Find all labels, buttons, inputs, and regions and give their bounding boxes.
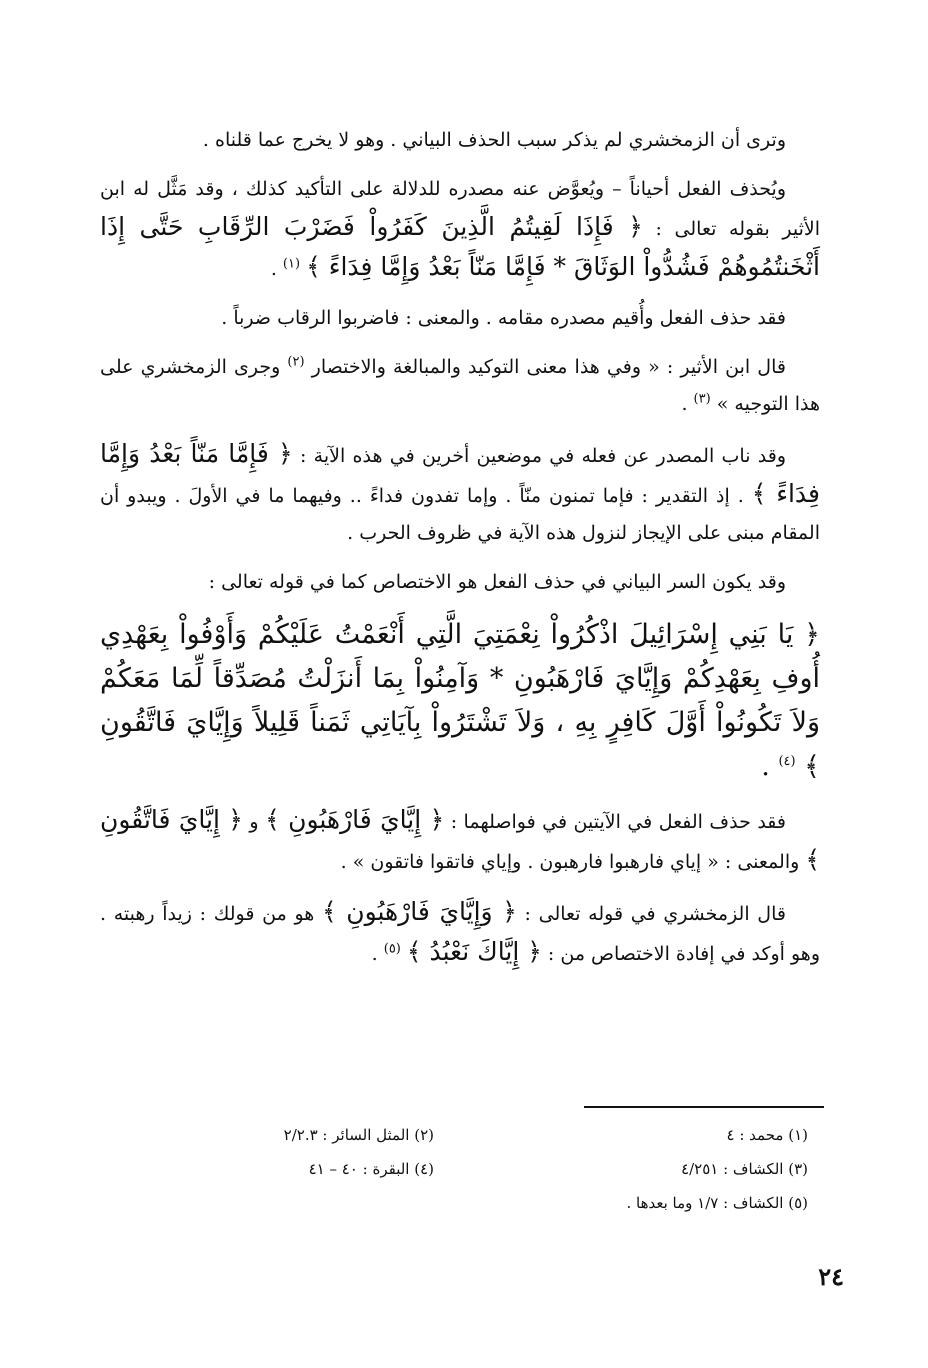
quran-verse-4b: ﴿ إِيَّايَ فَاتَّقُونِ ﴾ bbox=[100, 805, 820, 874]
sentence-end: . bbox=[681, 393, 688, 415]
paragraph-2-text: ويُحذف الفعل أحياناً – ويُعوَّض عنه مصدره للدلالة على التأكيد كذلك ، وقد مَثَّل له ابن الأثير بقوله تعالى : bbox=[100, 178, 820, 240]
paragraph-4-text-a: قال ابن الأثير : « وفي هذا معنى التوكيد والمبالغة والاختصار bbox=[311, 356, 786, 378]
paragraph-8-text-b: هو من قولك : زيداً رهبته . وهو أوكد في إفادة الاختصاص من : bbox=[100, 903, 820, 965]
footnote-ref-3: (٣) bbox=[693, 391, 711, 407]
footnote-2: (٢) المثل السائر : ٢/٢.٣ bbox=[283, 1126, 434, 1144]
footnote-ref-5: (٥) bbox=[383, 941, 401, 957]
quran-verse-3: ﴿ يَا بَنِي إِسْرَائِيلَ اذْكُرُواْ نِعْمَتِيَ الَّتِي أَنْعَمْتُ عَلَيْكُمْ وَأَوْفُواْ بِعَهْدِي أُوفِ بِعَهْدِكُمْ وَإِيَّايَ فَارْهَبُونِ * وَآمِنُواْ بِمَا أَنزَلْتُ مُصَدِّقاً لِّمَا مَعَكُمْ وَلاَ تَكُونُواْ أَوَّلَ كَافِرٍ بِهِ ، وَلاَ تَشْتَرُواْ بِآيَاتِي ثَمَناً قَلِيلاً وَإِيَّايَ فَاتَّقُونِ ﴾ bbox=[100, 619, 820, 782]
paragraph-4-text-b: وجرى الزمخشري على هذا التوجيه » bbox=[100, 356, 820, 415]
quran-verse-2: ﴿ فَإِمَّا مَنّاً بَعْدُ وَإِمَّا فِدَاءً ﴾ bbox=[100, 439, 821, 508]
footnote-ref-4: (٤) bbox=[778, 754, 796, 769]
footnote-5: (٥) الكشاف : ١/٧ وما بعدها . bbox=[626, 1194, 808, 1212]
paragraph-7-conj: و bbox=[249, 811, 259, 833]
footnote-3: (٣) الكشاف : ٤/٢٥١ bbox=[681, 1160, 808, 1178]
paragraph-7-text-b: والمعنى : « إياي فارهبوا فارهبون . وإياي فاتقوا فاتقون » . bbox=[340, 851, 800, 873]
paragraph-2 bbox=[100, 171, 820, 288]
quran-verse-1: ﴿ فَإِذَا لَقِيتُمُ الَّذِينَ كَفَرُواْ فَضَرْبَ الرِّقَابِ حَتَّى إِذَا أَثْخَنتُمُوهُمْ فَشُدُّواْ الوَثَاقَ * فَإِمَّا مَنّاً بَعْدُ وَإِمَّا فِدَاءً ﴾ bbox=[100, 212, 820, 281]
paragraph-7 bbox=[100, 801, 820, 881]
paragraph-4 bbox=[100, 349, 820, 423]
paragraph-5-text-a: وقد ناب المصدر عن فعله في موضعين أخرين في هذه الآية : bbox=[299, 445, 786, 467]
footnote-1: (١) محمد : ٤ bbox=[726, 1126, 808, 1144]
quran-verse-5: ﴿ وَإِيَّايَ فَارْهَبُونِ ﴾ bbox=[321, 897, 517, 926]
quran-verse-4a: ﴿ إِيَّايَ فَارْهَبُونِ ﴾ bbox=[265, 805, 445, 834]
sentence-end: . bbox=[371, 943, 378, 965]
paragraph-6 bbox=[100, 564, 820, 601]
footnote-ref-2: (٢) bbox=[287, 354, 305, 370]
paragraph-7-text-a: فقد حذف الفعل في الآيتين في فواصلهما : bbox=[450, 811, 786, 833]
quran-block bbox=[100, 613, 820, 789]
sentence-end: . bbox=[761, 751, 770, 782]
paragraph-6-text: وقد يكون السر البياني في حذف الفعل هو الاختصاص كما في قوله تعالى : bbox=[208, 571, 786, 593]
paragraph-8-text-a: قال الزمخشري في قوله تعالى : bbox=[524, 903, 786, 925]
sentence-end: . bbox=[270, 258, 277, 280]
paragraph-1 bbox=[100, 122, 820, 159]
paragraph-1-text: وترى أن الزمخشري لم يذكر سبب الحذف البياني . وهو لا يخرج عما قلناه . bbox=[202, 129, 786, 151]
paragraph-3 bbox=[100, 300, 820, 337]
footnote-4: (٤) البقرة : ٤٠ – ٤١ bbox=[308, 1160, 434, 1178]
footnote-ref-1: (١) bbox=[282, 256, 301, 272]
page-body bbox=[100, 122, 820, 985]
page-number: ٢٤ bbox=[818, 1262, 844, 1291]
paragraph-5 bbox=[100, 435, 820, 552]
paragraph-3-text: فقد حذف الفعل وأُقيم مصدره مقامه . والمعنى : فاضربوا الرقاب ضرباً . bbox=[221, 307, 786, 329]
quran-verse-6: ﴿ إِيَّاكَ نَعْبُدُ ﴾ bbox=[406, 937, 542, 966]
paragraph-5-text-b: . إذ التقدير : فإما تمنون منّاً . وإما تفدون فداءً .. وفيهما ما في الأولَ . ويبدو أن المقام مبنى على الإيجاز لنزول هذه الآية في ظروف الحرب . bbox=[100, 485, 820, 544]
paragraph-8 bbox=[100, 893, 820, 973]
footnote-divider bbox=[584, 1106, 824, 1108]
